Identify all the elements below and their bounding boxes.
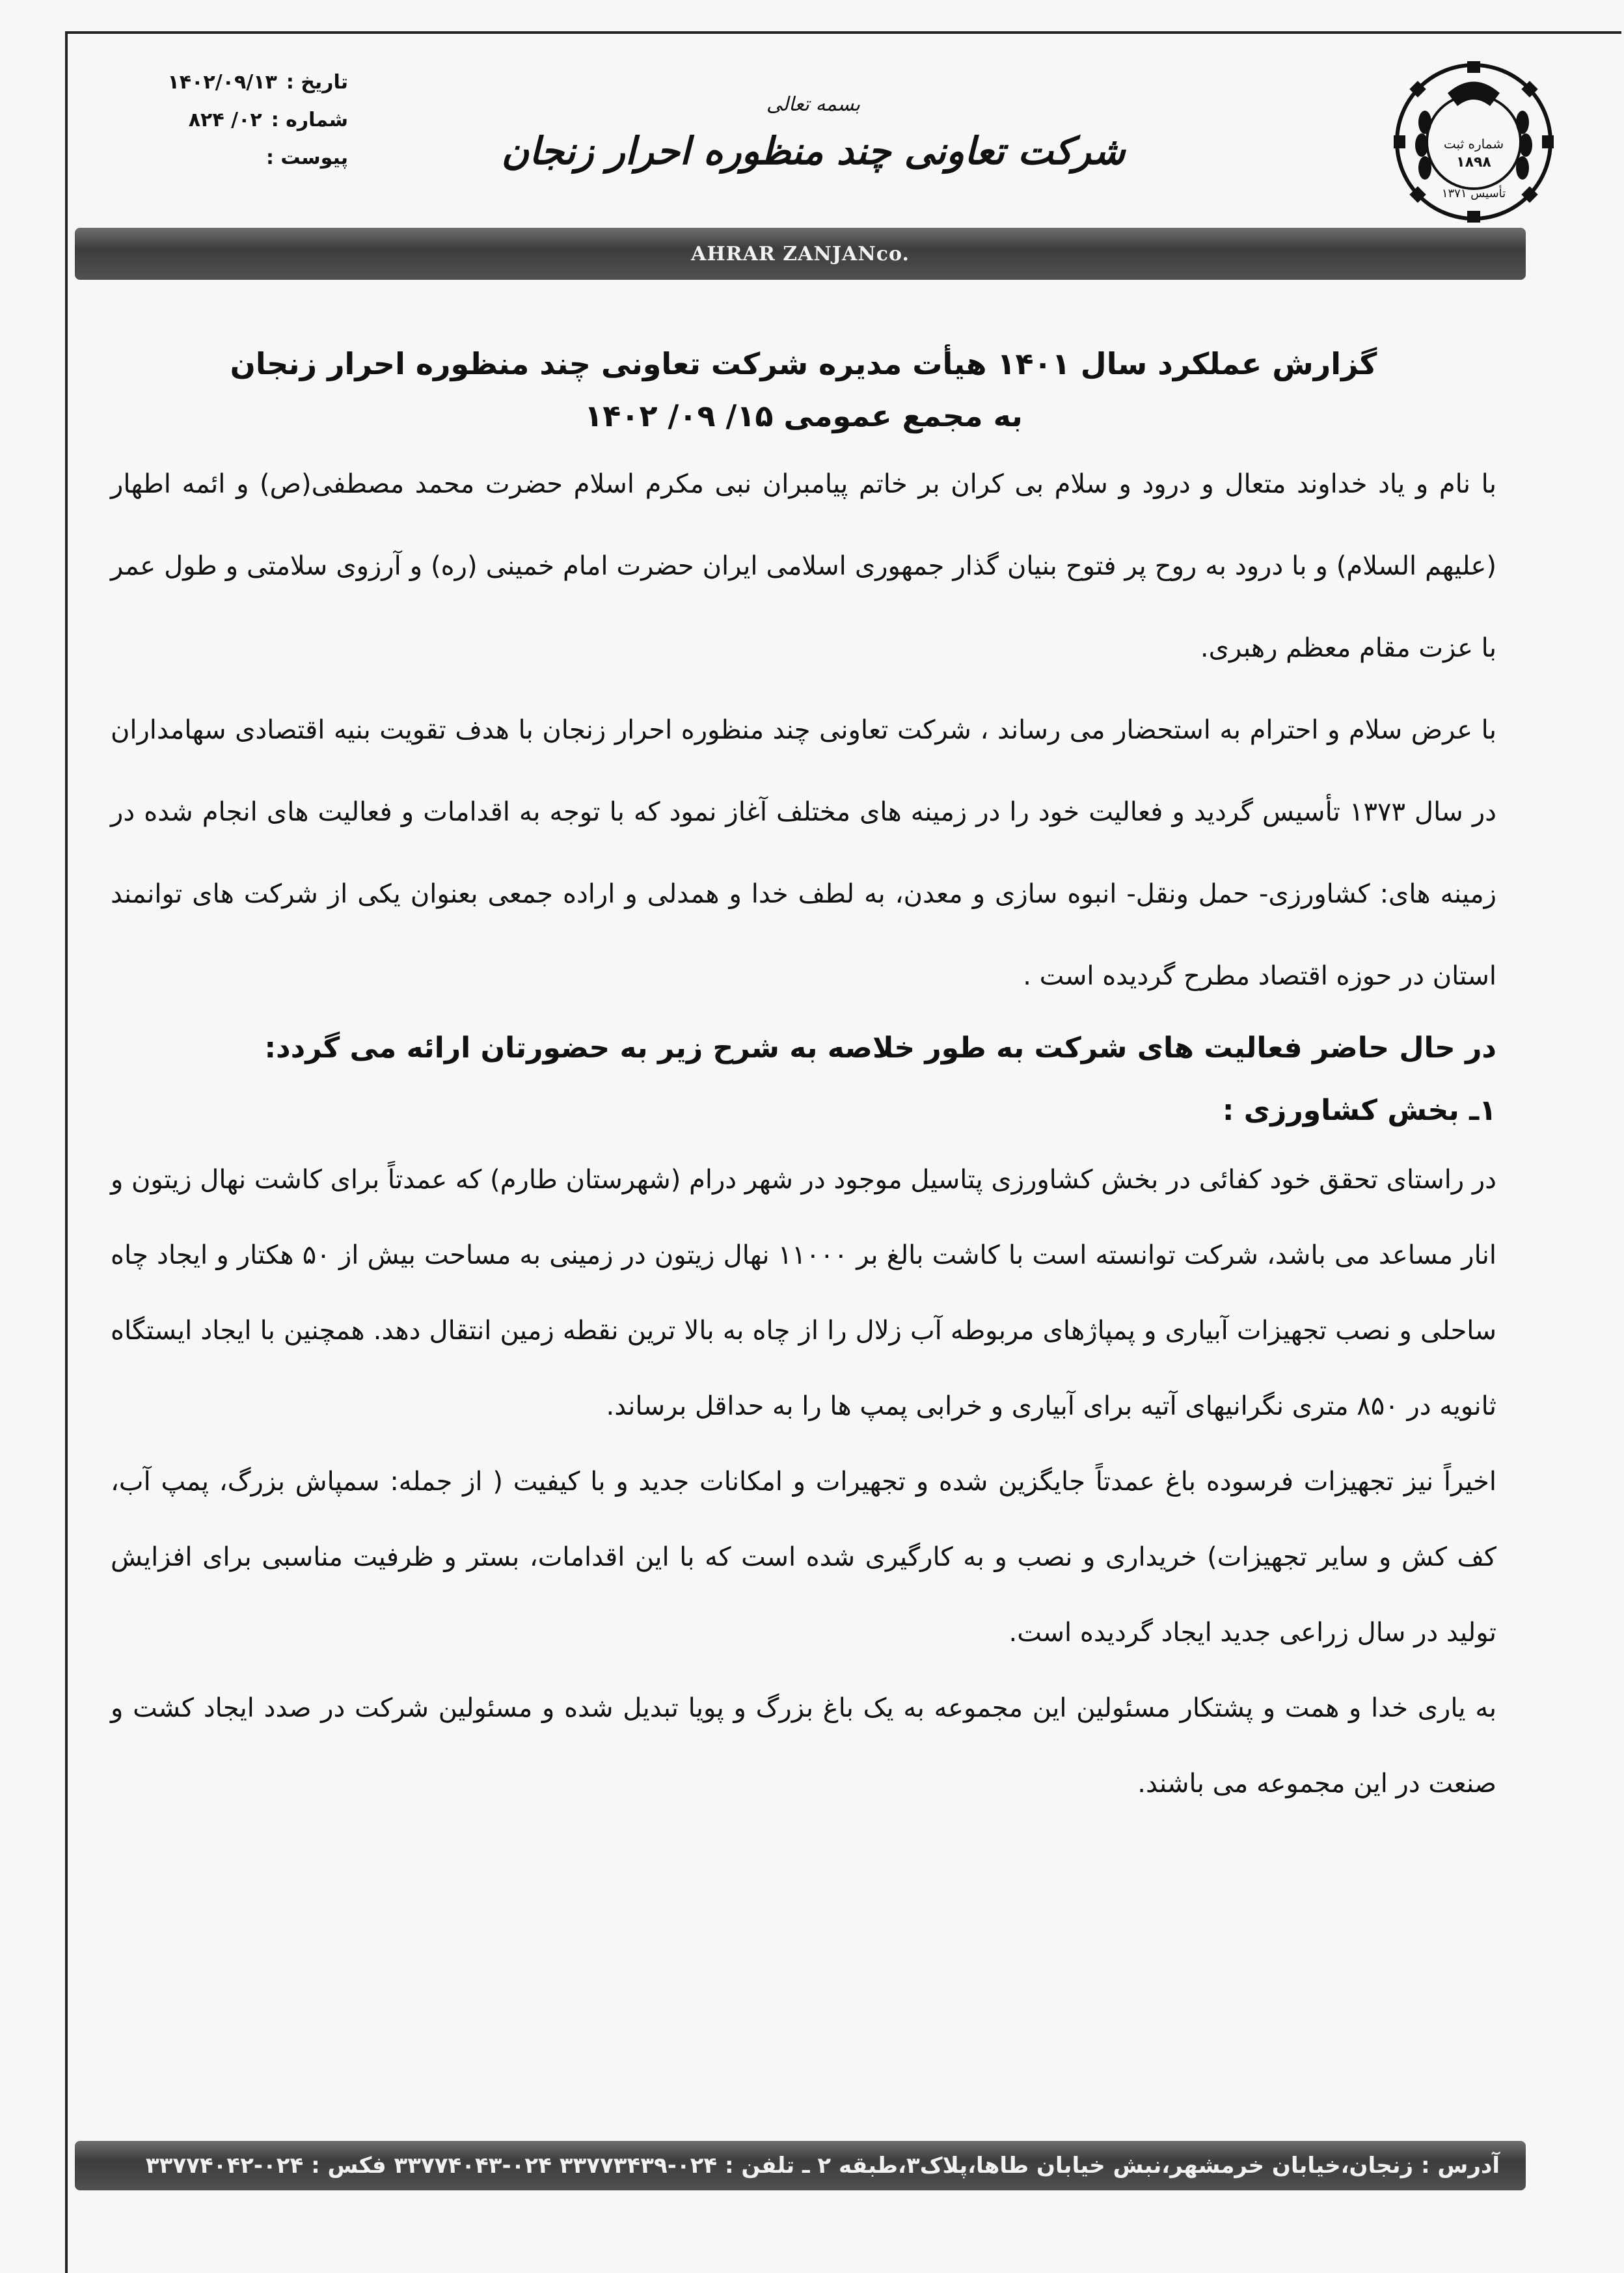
company-banner: AHRAR ZANJANco. [75,228,1526,280]
address-footer: آدرس : زنجان،خیابان خرمشهر،نبش خیابان طاها،پلاک۳،طبقه ۲ ـ تلفن : ۰۲۴-۳۳۷۷۳۴۳۹ ۰۲۴-۳۳۷۷۴۰۴۳ فکس : ۰۲۴-۳۳۷۷۴۰۴۲ [75,2141,1526,2190]
closing-paragraph: به یاری خدا و همت و پشتکار مسئولین این مجموعه به یک باغ بزرگ و پویا تبدیل شده و مسئولین شرکت در صدد ایجاد کشت و صنعت در این مجموعه می باشند. [111,1693,1496,1799]
date-value: ۱۴۰۲/۰۹/۱۳ [167,71,277,94]
company-name: شرکت تعاونی چند منظوره احرار زنجان [501,129,1126,173]
report-body [111,325,1496,1821]
agriculture-paragraph: در راستای تحقق خود کفائی در بخش کشاورزی پتاسیل موجود در شهر درام (شهرستان طارم) که عمدتاً برای کاشت نهال زیتون و انار مساعد می باشد، شرکت توانسته است با کاشت بالغ بر ۱۱۰۰۰ نهال زیتون در زمینی به مساحت بیش از ۵۰ هکتار و ایجاد چاه ساحلی و نصب تجهیزات آبیاری و پمپاژهای مربوطه آب زلال را از چاه به بالا ترین نقطه زمین انتقال دهد. همچنین با ایجاد ایستگاه ثانویه در ۸۵۰ متری نگرانیهای آتیه برای آبیاری و خرابی پمپ ها را به حداقل برساند. [111,1165,1497,1421]
letter-meta [101,64,348,177]
company-overview-paragraph: با عرض سلام و احترام به استحضار می رساند ، شرکت تعاونی چند منظوره احرار زنجان با هدف تقویت بنیه اقتصادی سهامداران در سال ۱۳۷۳ تأسیس گردید و فعالیت خود را در زمینه های مختلف آغاز نمود که با توجه به اقدامات و فعالیت های انجام شده در زمینه های: کشاورزی- حمل ونقل- انبوه سازی و معدن، به لطف خدا و همدلی و اراده جمعی بعنوان یکی از شرکت های توانمند استان در حوزه اقتصاد مطرح گردیده است . [111,715,1496,991]
logo-reg-label: شماره ثبت [1443,136,1504,152]
equipment-paragraph: اخیراً نیز تجهیزات فرسوده باغ عمدتاً جایگزین شده و تجهیرات و امکانات جدید و با کیفیت ( از جمله: سمپاش بزرگ، پمپ آب، کف کش و سایر تجهیزات) خریداری و نصب و به کارگیری شده است که با این اقدامات، بستر و ظرفیت مناسبی برای افزایش تولید در سال زراعی جدید ایجاد گردیده است. [111,1467,1496,1648]
logo-reg-number: ۱۸۹۸ [1456,154,1491,170]
intro-paragraph: با نام و یاد خداوند متعال و درود و سلام بی کران بر خاتم پیامبران نبی مکرم اسلام حضرت محمد مصطفی(ص) و ائمه اطهار (علیهم السلام) و با درود به روح پر فتوح بنیان گذار جمهوری اسلامی ایران حضرت امام خمینی (ره) و آرزوی سلامتی و طول عمر با عزت مقام معظم رهبری. [111,469,1496,663]
number-value: ۰۲/ ۸۲۴ [188,109,262,131]
logo-founded: تأسیس ۱۳۷۱ [1441,187,1506,200]
number-row [101,102,348,139]
letterhead [65,31,1562,233]
number-label: شماره : [271,109,348,131]
section-agriculture-heading: ۱ـ بخش کشاورزی : [1222,1094,1496,1127]
summary-heading: در حال حاضر فعالیت های شرکت به طور خلاصه به شرح زیر به حضورتان ارائه می گردد: [264,1031,1496,1065]
report-title: گزارش عملکرد سال ۱۴۰۱ هیأت مدیره شرکت تعاونی چند منظوره احرار زنجان [230,346,1377,381]
report-subtitle: به مجمع عمومی ۱۵/ ۰۹/ ۱۴۰۲ [584,398,1023,433]
date-label: تاریخ : [286,71,348,94]
date-row [101,64,348,102]
attachment-row [101,139,348,177]
basmala: بسمه تعالی [766,93,861,116]
attachment-label: پیوست : [265,146,348,169]
